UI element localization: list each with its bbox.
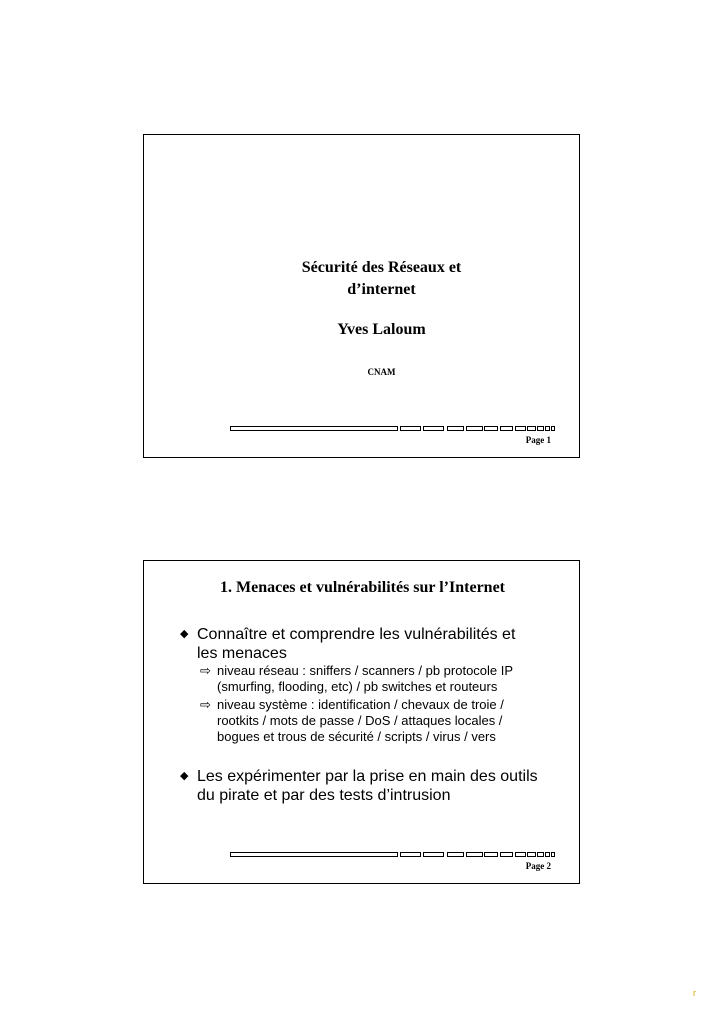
- bar-segment: [423, 852, 444, 857]
- bar-segment: [527, 426, 536, 431]
- bar-segment: [537, 426, 544, 431]
- bullet-text: Les expérimenter par la prise en main des outils du pirate et par des tests d’intrusion: [197, 768, 538, 804]
- bar-segment: [537, 852, 544, 857]
- bar-segment: [500, 852, 513, 857]
- bar-segment: [545, 426, 550, 431]
- bar-segment: [484, 426, 498, 431]
- slide-2-title: 1. Menaces et vulnérabilités sur l’Internet: [220, 579, 505, 596]
- bar-segment: [515, 852, 526, 857]
- sub-bullet-text: niveau réseau : sniffers / scanners / pb protocole IP (smurfing, flooding, etc) / pb switches et routeurs: [217, 663, 513, 694]
- bar-segment: [466, 852, 483, 857]
- bar-segment: [545, 852, 550, 857]
- bar-segment: [230, 426, 398, 431]
- diamond-bullet-icon: ◆: [180, 770, 189, 782]
- arrow-right-outline-icon: ⇨: [200, 697, 211, 712]
- bar-segment: [527, 852, 536, 857]
- institution-name: CNAM: [367, 367, 396, 377]
- title-line-2: d’internet: [347, 281, 416, 298]
- slide-1: [143, 134, 580, 458]
- page-number: Page 1: [525, 435, 551, 445]
- bar-segment: [551, 852, 555, 857]
- arrow-right-outline-icon: ⇨: [200, 663, 211, 678]
- bullet-item: [180, 767, 540, 805]
- slide-2: [143, 560, 580, 884]
- diamond-bullet-icon: ◆: [180, 628, 189, 640]
- bar-segment: [423, 426, 444, 431]
- page-number: Page 2: [525, 861, 551, 871]
- title-line-1: Sécurité des Réseaux et: [301, 259, 462, 276]
- corner-mark: r: [693, 988, 696, 998]
- slide-1-title: [204, 257, 559, 301]
- bar-segment: [447, 426, 464, 431]
- progress-bar-decoration: [230, 426, 560, 431]
- bar-segment: [484, 852, 498, 857]
- bar-segment: [551, 426, 555, 431]
- sub-bullet-item: [200, 697, 545, 745]
- author-name: Yves Laloum: [337, 321, 426, 338]
- bar-segment: [500, 426, 513, 431]
- bar-segment: [400, 852, 421, 857]
- progress-bar-decoration: [230, 852, 560, 857]
- bullet-text: Connaître et comprendre les vulnérabilités et les menaces: [197, 626, 516, 662]
- bar-segment: [515, 426, 526, 431]
- bar-segment: [466, 426, 483, 431]
- bar-segment: [447, 852, 464, 857]
- bar-segment: [400, 426, 421, 431]
- bullet-item: [180, 625, 540, 663]
- sub-bullet-item: [200, 663, 545, 695]
- sub-bullet-text: niveau système : identification / chevaux de troie / rootkits / mots de passe / DoS / attaques locales / bogues et trous de sécurité / scripts / virus / vers: [217, 697, 504, 744]
- bar-segment: [230, 852, 398, 857]
